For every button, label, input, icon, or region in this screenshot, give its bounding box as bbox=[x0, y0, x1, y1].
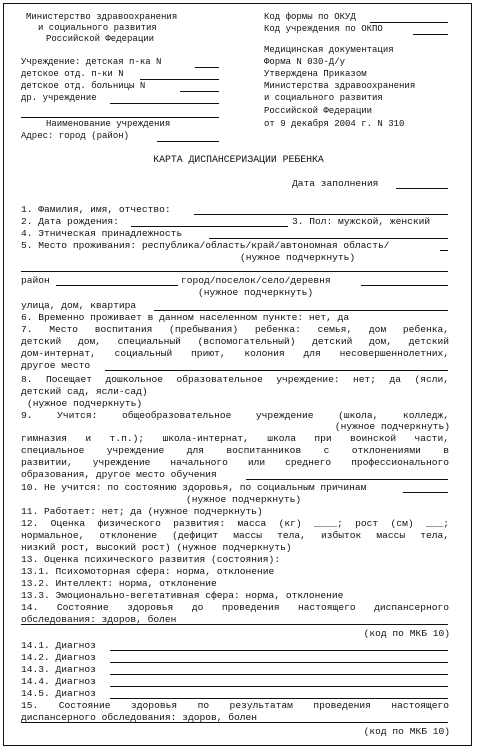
street-label: улица, дом, квартира bbox=[21, 300, 137, 311]
birth-date-field[interactable] bbox=[131, 226, 288, 227]
full-name-field[interactable] bbox=[194, 214, 448, 215]
diagnosis-14-3-label: 14.3. Диагноз bbox=[21, 664, 96, 675]
diagnosis-14-1-field[interactable] bbox=[110, 650, 448, 651]
item-7-line-3: дом-интернат, социальный приют, колония для несовершеннолетних, bbox=[21, 348, 449, 359]
other-study-place-field[interactable] bbox=[246, 479, 448, 480]
region-name-field[interactable] bbox=[21, 271, 448, 272]
diagnosis-14-3-field[interactable] bbox=[110, 674, 448, 675]
institution-name-caption: Наименование учреждения bbox=[46, 119, 171, 129]
institution-other: др. учреждение bbox=[21, 93, 97, 103]
item-11: 11. Работает: нет; да (нужное подчеркнуть) bbox=[21, 506, 263, 517]
ministry-approval-1: Министерства здравоохранения bbox=[264, 81, 416, 91]
fill-date-field[interactable] bbox=[396, 188, 448, 189]
fill-date-label: Дата заполнения bbox=[292, 178, 379, 189]
item-12-line-1: 12. Оценка физического развития: масса (кг) ____; рост (см) ___; bbox=[21, 518, 449, 529]
item-10-note: (нужное подчеркнуть) bbox=[186, 494, 302, 505]
diagnosis-14-2-label: 14.2. Диагноз bbox=[21, 652, 96, 663]
diagnosis-14-5-label: 14.5. Диагноз bbox=[21, 688, 96, 699]
hospital-number-field[interactable] bbox=[180, 91, 219, 92]
item-13-3: 13.3. Эмоционально-вегетативная сфера: норма, отклонение bbox=[21, 590, 344, 601]
item-9-line-3: специальное учреждение для воспитанников с отклонениями в bbox=[21, 445, 449, 456]
item-13-2: 13.2. Интеллект: норма, отклонение bbox=[21, 578, 217, 589]
item-13: 13. Оценка психического развития (состояния): bbox=[21, 554, 281, 565]
item-8-note: (нужное подчеркнуть) bbox=[27, 398, 143, 409]
institution-name-field[interactable] bbox=[21, 117, 219, 118]
locality-note: (нужное подчеркнуть) bbox=[198, 287, 314, 298]
item-13-1: 13.1. Психомоторная сфера: норма, отклонение bbox=[21, 566, 275, 577]
ethnicity-field[interactable] bbox=[209, 238, 448, 239]
ministry-line-3: Российской Федерации bbox=[46, 34, 155, 44]
okpo-code-field[interactable] bbox=[413, 34, 448, 35]
district-label: район bbox=[21, 275, 50, 286]
ministry-approval-3: Российской Федерации bbox=[264, 106, 373, 116]
ministry-line-2: и социального развития bbox=[38, 23, 157, 33]
item-6: 6. Временно проживает в данном населенном пункте: нет, да bbox=[21, 312, 350, 323]
institution-hospital: детское отд. больницы N bbox=[21, 81, 146, 91]
diagnosis-14-4-field[interactable] bbox=[110, 686, 448, 687]
item-2-label: 2. Дата рождения: bbox=[21, 216, 119, 227]
item-9-line-5: образования, другое место обучения bbox=[21, 469, 217, 480]
diagnosis-14-2-field[interactable] bbox=[110, 662, 448, 663]
page-title: КАРТА ДИСПАНСЕРИЗАЦИИ РЕБЕНКА bbox=[153, 154, 324, 165]
other-place-field[interactable] bbox=[105, 370, 448, 371]
ministry-line-1: Министерство здравоохранения bbox=[26, 12, 178, 22]
item-12-line-3: низкий рост, высокий рост) (нужное подчеркнуть) bbox=[21, 542, 292, 553]
approved-by: Утверждена Приказом bbox=[264, 69, 367, 79]
item-15-icd-code: (код по МКБ 10) bbox=[363, 726, 450, 737]
okpo-code-label: Код учреждения по ОКПО bbox=[264, 24, 383, 34]
item-9-line-4: развитии, учреждение начального или среднего профессионального bbox=[21, 457, 449, 468]
clinic-number-field[interactable] bbox=[195, 67, 219, 68]
dept-number-field[interactable] bbox=[140, 79, 219, 80]
form-number: Форма N 030-Д/у bbox=[264, 57, 346, 67]
item-5-note: (нужное подчеркнуть) bbox=[240, 252, 356, 263]
address-label: Адрес: город (район) bbox=[21, 131, 130, 141]
diagnosis-14-4-label: 14.4. Диагноз bbox=[21, 676, 96, 687]
okud-code-label: Код формы по ОКУД bbox=[264, 12, 356, 22]
order-date: от 9 декабря 2004 г. N 310 bbox=[264, 119, 405, 129]
item-7-line-2: детский дом, специальный (вспомогательный) детский дом, детский bbox=[21, 336, 449, 347]
item-14-line-2: обследования: здоров, болен bbox=[21, 614, 177, 625]
locality-field[interactable] bbox=[361, 285, 448, 286]
ministry-approval-2: и социального развития bbox=[264, 93, 383, 103]
institution-clinic: Учреждение: детская п-ка N bbox=[21, 57, 162, 67]
item-9-line-2: гимназия и т.п.); школа-интернат, школа при воинской части, bbox=[21, 433, 449, 444]
other-institution-field[interactable] bbox=[110, 103, 219, 104]
okud-code-field[interactable] bbox=[370, 22, 448, 23]
item-15-line-1: 15. Состояние здоровья по результатам проведения настоящего bbox=[21, 700, 449, 711]
item-7-other-label: другое место bbox=[21, 360, 91, 371]
item-12-line-2: нормальное, отклонение (дефицит массы тела, избыток массы тела, bbox=[21, 530, 449, 541]
item-8-line-1: 8. Посещает дошкольное образовательное учреждение: нет; да (ясли, bbox=[21, 374, 449, 385]
institution-dept: детское отд. п-ки N bbox=[21, 69, 124, 79]
med-doc-label: Медицинская документация bbox=[264, 45, 394, 55]
item-8-line-2: детский сад, ясли-сад) bbox=[21, 386, 148, 397]
item-4-label: 4. Этническая принадлежность bbox=[21, 228, 183, 239]
item-9-note: (нужное подчеркнуть) bbox=[334, 421, 450, 432]
not-studying-field[interactable] bbox=[403, 492, 448, 493]
health-before-field[interactable] bbox=[21, 624, 448, 625]
item-5-label: 5. Место проживания: республика/область/край/автономная область/ bbox=[21, 240, 390, 251]
region-field[interactable] bbox=[440, 250, 448, 251]
item-15-line-2: диспансерного обследования: здоров, болен bbox=[21, 712, 258, 723]
item-7-line-1: 7. Место воспитания (пребывания) ребенка: семья, дом ребенка, bbox=[21, 324, 449, 335]
street-field[interactable] bbox=[154, 310, 448, 311]
item-14-icd-code: (код по МКБ 10) bbox=[363, 628, 450, 639]
address-field[interactable] bbox=[157, 141, 219, 142]
item-3-label: 3. Пол: мужской, женский bbox=[292, 216, 431, 227]
item-1-label: 1. Фамилия, имя, отчество: bbox=[21, 204, 171, 215]
item-9-line-1: 9. Учится: общеобразовательное учреждение (школа, колледж, bbox=[21, 410, 449, 421]
district-field[interactable] bbox=[56, 285, 178, 286]
item-10: 10. Не учится: по состоянию здоровья, по социальным причинам bbox=[21, 482, 367, 493]
health-after-field[interactable] bbox=[21, 722, 448, 723]
diagnosis-14-1-label: 14.1. Диагноз bbox=[21, 640, 96, 651]
diagnosis-14-5-field[interactable] bbox=[110, 698, 448, 699]
item-14-line-1: 14. Состояние здоровья до проведения настоящего диспансерного bbox=[21, 602, 449, 613]
locality-label: город/поселок/село/деревня bbox=[181, 275, 331, 286]
